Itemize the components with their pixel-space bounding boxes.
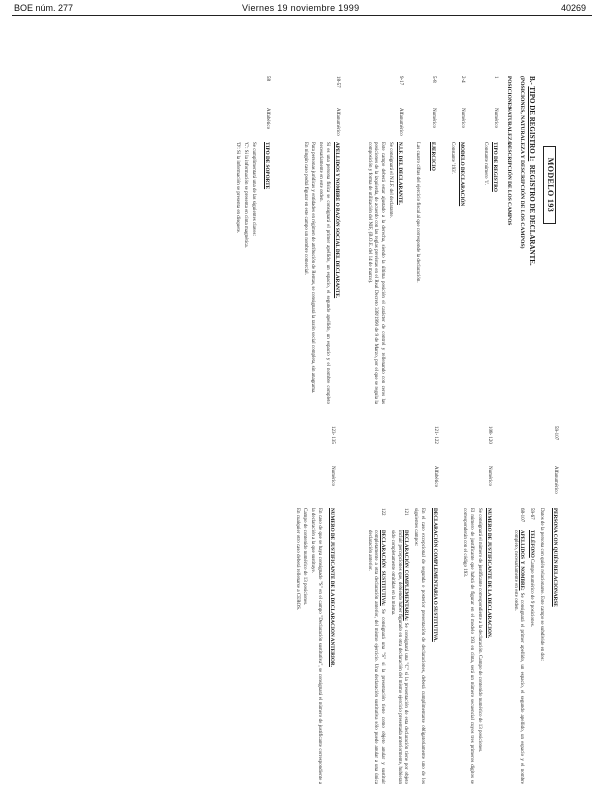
field-position: 2-4 [460,76,465,83]
field-text: El número de justificante que habrá de figurar en el modelo 193 en cinta, será un número secuencial cuyos tres primeros dígitos se corresponderán con el código 193. [462,508,475,784]
field-title: N.I.F. DEL DECLARANTE. [397,142,403,205]
subfield-title: DECLARACIÓN SUSTITUTIVA: [380,530,386,606]
field-text: En cualquier otro caso deberá rellenarse a CEROS. [294,508,300,611]
subfield-sustitutiva [365,508,385,784]
column-headers [503,76,512,406]
section-title [527,76,536,266]
field-description [481,142,498,404]
field-position: 18-57 [335,76,340,88]
field-text: Si es una persona física se consignará el primer apellido, un espacio, el segundo apellido, un espacio y el nombre completo necesariamente en este orden. [318,142,330,404]
journal-issue: BOE núm. 277 [14,3,74,13]
field-description [234,142,270,404]
field-text: Se consignará el N.I.F. del declarante. [387,142,393,218]
subfield-apellidos-nombre [511,508,525,784]
landscape-sheet [28,76,558,791]
field-text: Para personas jurídicas y entidades en régimen de atribución de Rentas, se consignará la razón social completa, sin anagrama. [310,142,316,394]
subfield-text: Se consignará una "C" si la presentación de esta declaración tiene por objeto incluir percepciones que, debiendo haber figurado en otra declaración del mismo ejercicio presentada anteriormente, hubieran sido completamente omitidas en la misma. [389,530,409,785]
field-text: En caso de que se haya consignado "S" en el campo "Declaración sustitutiva", se consignará el número de justificante correspondiente a la declaración a la que sustituye. [310,508,322,784]
field-position: 1 [493,76,498,79]
header-positions: POSICIONES [506,76,512,110]
field-title: APELLIDOS Y NOMBRE O RAZÓN SOCIAL DEL DECLARANTE. [334,142,340,299]
field-text: Este campo deberá estar ajustado a la derecha, siendo la última posición el carácter de control y rellenando con ceros las posiciones de la izquierda, de acuerdo con las reglas previstas en el Real Decreto 338/1990 de 9 de Marzo, por el que se regula la composición y forma de utilización del NIF, (B.O.E. del 14 de marzo). [366,142,386,404]
field-position: 59-107 [553,426,558,441]
field-description [511,508,558,784]
section-name: REGISTRO DE DECLARANTE. [528,164,536,266]
subfield-position: 59-67 [529,508,535,520]
page-number: 40269 [560,3,586,13]
field-nature: Alfanumérico [398,108,403,136]
field-position: 5-8 [431,76,436,83]
subfield-position: 68-107 [519,508,525,523]
section-subtitle: (POSICIONES, NATURALEZA Y DESCRIPCIÓN DE LOS CAMPOS) [519,76,525,249]
field-nature: Numérico [460,108,465,128]
field-title: TIPO DE SOPORTE [264,142,270,190]
subfield-title: APELLIDOS Y NOMBRE: [519,530,525,591]
field-position: 123- 135 [330,426,335,444]
field-nature: Alfabético [433,466,438,488]
field-description [413,142,436,404]
field-nature: Numérico [431,108,436,128]
header-nature: NATURALEZA [506,107,512,145]
field-position: 9-17 [398,76,403,86]
field-text: Constante '193'. [449,142,455,174]
section-type: TIPO DE REGISTRO 1: [528,86,536,162]
model-title: MODELO 193 [545,157,555,213]
subfield-text: Campo numérico de 9 posiciones. [529,559,535,627]
field-text: 'C': Si la información se presenta en cinta magnética. [243,142,249,248]
field-text: Campo de contenido numérico de 13 posiciones. [302,508,308,606]
field-text: Constante número '1'. [482,142,488,186]
subfield-title: TELÉFONO [529,530,535,558]
field-nature: Alfabético [265,108,270,130]
field-description [293,508,335,784]
field-nature: Alfanumérico [335,108,340,136]
field-title: TIPO DE REGISTRO [492,142,498,192]
field-title: NUMERO DE JUSTIFICANTE DE LA DECLARACION ANTERIOR. [329,508,335,667]
field-description [301,142,340,404]
publication-date: Viernes 19 noviembre 1999 [242,3,360,13]
field-text: En el caso excepcional de segunda o posterior presentación de declaraciones, deberá cumplimentarse obligatoriamente uno de los siguientes campos: [413,508,425,784]
subfield-position: 122 [380,508,386,516]
field-title: NUMERO DE JUSTIFICANTE DE LA DECLARACION. [486,508,492,638]
field-description [365,142,403,404]
subfield-text: Se consignará una "S" si la presentación tiene como objeto anular y sustituir completamente a otra declaración anterior, del mismo ejercicio. Una declaración sustitutiva sólo puede anular a una única declaración anterior. [366,530,386,784]
subfield-title: DECLARACIÓN COMPLEMENTARIA: [403,530,409,621]
field-position: 58 [265,76,270,81]
field-text: Se consignará el número de justificante correspondiente a la declaración. Campo de contenido numérico de 13 posiciones. [476,508,482,753]
field-title: MODELO DECLARACIÓN [459,142,465,207]
field-text: Datos de la persona con quién relacionarse. Este campo se subdivide en dos: [538,508,544,661]
field-description [461,508,492,784]
field-title: PERSONA CON QUIÉN RELACIONARSE [552,508,558,607]
model-box [543,146,556,224]
field-nature: Numérico [330,466,335,486]
field-position: 121- 122 [433,426,438,444]
subfield-position: 121 [403,508,409,516]
field-title: EJERCICIO [430,142,436,171]
field-description [448,142,465,404]
header-rule [12,15,592,16]
field-description [365,508,438,784]
subfield-telefono [527,508,534,784]
field-text: Las cuatro cifras del ejercicio fiscal al que corresponde la declaración. [414,142,420,283]
subfield-complementaria [388,508,408,784]
subfield-text: Se consignará el primer apellido, un espacio, el segundo apellido, un espacio y el nombre completo, necesariamente en este orden. [512,530,525,784]
field-nature: Numérico [493,108,498,128]
section-prefix: B.- [528,76,536,87]
field-text: En ningún caso podrá figurar en este campo un nombre comercial. [302,142,308,275]
field-text: Se cumplimentará una de las siguientes claves: [250,142,256,236]
field-title: DECLARACIÓN COMPLEMENTARIA O SUSTITUTIVA. [432,508,438,642]
header-description: DESCRIPCIÓN DE LOS CAMPOS [506,142,512,226]
field-nature: Numérico [487,466,492,486]
field-position: 108- 120 [487,426,492,444]
field-text: 'D': Si la información se presenta en disquete. [235,142,241,234]
field-nature: Alfanumérico [553,466,558,494]
